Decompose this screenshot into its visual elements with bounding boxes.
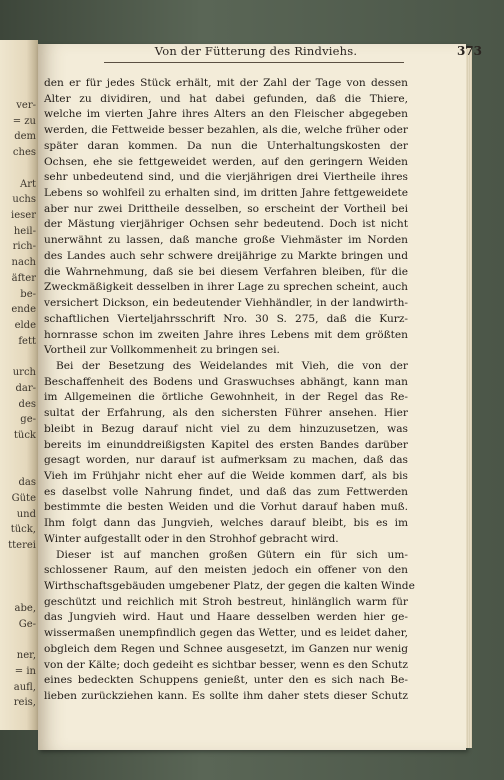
left-page-fragment: das [18,477,36,489]
left-page-fragment: äfter [11,272,36,284]
left-page-fragment: ende [11,304,36,316]
text-line: Ihm folgt dann das Jungvieh, welches darauf bleibt, bis es im [44,517,408,530]
left-page-fragment: Güte [11,493,36,504]
text-line: das Jungvieh wird. Haut und Haare desselben werden hier ge- [44,611,408,624]
left-page-fragment: ver- [16,100,36,111]
text-line: Vortheil zur Vollkommenheit zu bringen sei. [44,344,280,357]
left-page-fragment: elde [14,320,36,332]
left-page-fragment: rich- [12,241,36,253]
text-line: versichert Dickson, ein bedeutender Viehhändler, in der landwirth- [44,297,408,310]
text-line: geschützt und reichlich mit Stroh bestreut, hinlänglich warm für [44,595,408,608]
text-line: von der Kälte; doch gedeiht es sichtbar besser, wenn es den Schutz [44,658,408,671]
text-line: Lebens so wohlfeil zu erhalten sind, im dritten Jahre fettgeweidete [44,187,408,200]
left-page-fragment: Art [19,178,36,190]
text-line: Dieser ist auf manchen großen Gütern ein für sich um- [56,548,408,561]
text-line: sultat der Erfahrung, als den sichersten Führer ansehen. Hier [44,407,408,420]
left-page-fragment: Ge- [18,618,36,630]
text-line: später daran kommen. Da nun die Unterhaltungskosten der [44,139,408,152]
left-page-fragment: ner, [16,650,36,662]
text-line: bereits im einunddreißigsten Kapitel des ersten Bandes darüber [44,438,408,451]
text-line: der Mästung vierjähriger Ochsen sehr bedeutend. Doch ist nicht [44,218,408,231]
header-rule [104,62,404,63]
text-line: schlossener Raum, auf den meisten jedoch ein offener von den [44,564,408,577]
text-line: Zweckmäßigkeit desselben in ihrer Lage zu sprechen scheint, auch [44,281,408,294]
text-line: des Landes auch sehr schwere dreijährige zu Markte bringen und [44,249,408,262]
left-page-fragment: ches [12,147,36,159]
left-page-fragment: abe, [14,603,36,615]
text-line: Winter aufgestallt oder in den Strohhof gebracht wird. [44,532,339,545]
text-line: Alter zu dividiren, und hat dabei gefunden, daß die Thiere, [44,92,408,105]
text-line: werden, die Fettweide besser bezahlen, als die, welche früher oder [44,124,408,137]
left-page-fragment: = zu [12,115,36,127]
left-page-fragment: = in [14,665,36,677]
left-page-fragment: des [18,398,36,410]
left-page-fragment: urch [12,367,36,379]
left-page-fragment: nach [11,257,36,269]
left-page-fragment: tück [13,430,36,442]
left-page-fragment: und [16,508,36,520]
running-head-title: Von der Fütterung des Rindviehs. [154,44,358,58]
left-page-fragment: tück, [10,524,36,536]
text-line: Bei der Besetzung des Weidelandes mit Vieh, die von der [56,359,408,372]
left-page-fragment: aufl, [13,681,36,693]
text-line: den er für jedes Stück erhält, mit der Zahl der Tage von dessen [44,77,408,89]
page-edges [466,48,472,748]
left-page-fragment: dem [14,131,36,143]
left-page-fragment: fett [18,335,36,347]
text-line: Ochsen, ehe sie fettgeweidet werden, auf den geringern Weiden [44,155,408,168]
text-line: schaftlichen Vierteljahrsschrift Nro. 30 S. 275, daß die Kurz- [44,312,408,325]
text-line: Vieh im Frühjahr nicht eher auf die Weide kommen darf, als bis [44,469,408,482]
text-line: Wirthschaftsgebäuden umgebener Platz, der gegen die kalten Winde [44,580,415,592]
running-head [70,44,482,62]
text-line: die Wahrnehmung, daß sie bei diesem Verfahren bleiben, für die [44,265,408,278]
page-number: 373 [456,44,482,58]
text-line: wissermaßen unempfindlich gegen das Wetter, und es leidet daher, [44,627,408,640]
text-line: unerwähnt zu lassen, daß manche große Viehmäster im Norden [44,234,408,247]
left-page-fragment: ge- [20,414,36,426]
left-page-fragment: dar- [15,382,36,394]
text-line: lieben zurückziehen kann. Es sollte ihm daher stets dieser Schutz [44,690,408,703]
left-page-fragment: uchs [12,194,36,206]
text-line: im Allgemeinen die örtliche Gewohnheit, in der Regel das Re- [44,391,408,404]
body-text [44,76,415,705]
text-line: bestimmte die besten Weiden und die Vorhut darauf haben muß. [44,501,408,514]
text-line: Beschaffenheit des Bodens und Graswuchses abhängt, kann man [44,375,408,388]
text-line: obgleich dem Regen und Schnee ausgesetzt, im Ganzen nur wenig [44,642,408,655]
text-line: hornrasse schon im zweiten Jahre ihres Lebens mit dem größten [44,328,408,341]
text-line: es daselbst volle Nahrung findet, und daß das zum Fettwerden [44,485,408,498]
left-page-fragment: be- [20,288,36,300]
text-line: eines bedeckten Schuppens genießt, unter den es sich nach Be- [44,674,408,687]
left-page-fragment: reis, [13,697,36,709]
left-page-edge [0,40,38,730]
text-line: welche im vierten Jahre ihres Alters an den Fleischer abgegeben [44,108,408,121]
text-line: aber nur zwei Drittheile desselben, so erscheint der Vortheil bei [44,202,408,215]
left-page-fragment: heil- [13,225,36,237]
text-line: bleibt in Bezug darauf nicht viel zu dem hinzuzusetzen, was [44,422,408,435]
text-line: gesagt worden, nur darauf ist aufmerksam zu machen, daß das [44,454,408,467]
text-line: sehr unbedeutend sind, und die vierjährigen drei Viertheile ihres [44,171,408,184]
left-page-fragment: tterei [8,540,36,552]
left-page-fragment: ieser [11,210,36,222]
